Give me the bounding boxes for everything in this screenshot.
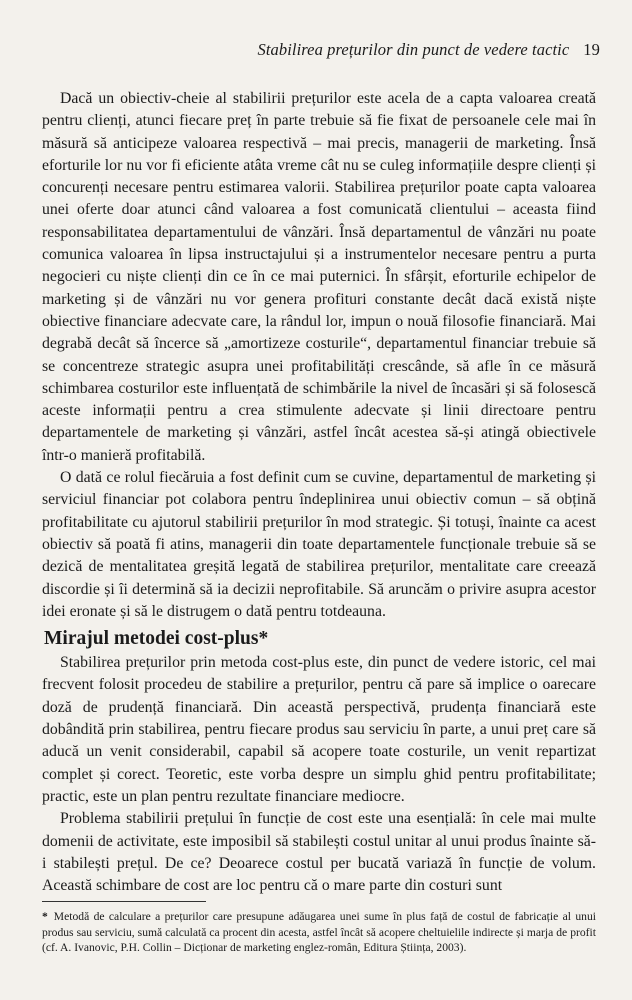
paragraph: Stabilirea prețurilor prin metoda cost-plus este, din punct de vedere istoric, cel mai frecvent folosit procedeu de stabilire a prețurilor, pentru că pare să implice o oarecare doză de prudență financiară. Din această perspectivă, prudența financiară este dobândită prin stabilirea, pentru fiecare produs sau serviciu în parte, a unui preț care să aducă un venit considerabil, capabil să acopere toate costurile, un venit repartizat complet și corect. Teoretic, este vorba despre un simplu ghid pentru profitabilitate; practic, este un plan pentru rezultate financiare mediocre. — [42, 654, 596, 805]
paragraph: Dacă un obiectiv-cheie al stabilirii prețurilor este acela de a capta valoarea creată pentru clienți, atunci fiecare preț în parte trebuie să fie fixat de persoanele cele mai în măsură să anticipeze valoarea respectivă – mai precis, managerii de marketing. Însă eforturile lor nu vor fi eficiente atâta vreme cât nu se culeg informațiile despre clienți și concurenți necesare pentru estimarea valorii. Stabilirea prețurilor poate capta valoarea unei oferte doar atunci când valoarea a fost comunicată clientului – aceasta fiind responsabilitatea departamentului de vânzări. Însă departamentul de vânzări nu poate comunica valoarea în lipsa instructajului și a instrumentelor necesare pentru a purta negocieri cu niște clienți din ce în ce mai puternici. În sfârșit, eforturile echipelor de marketing și de vânzări nu vor genera profituri constante decât dacă există niște obiective financiare adecvate care, la rândul lor, impun o nouă filosofie financiară. Mai degrabă decât să încerce să „amortizeze costurile“, departamentul financiar trebuie să se concentreze strategic asupra unei profitabilități crescânde, să afle în ce măsură schimbarea costurilor este influențată de schimbările la nivel de încasări și să folosescă aceste informații pentru a crea stimulente adecvate și linii directoare pentru departamentele de marketing și vânzări, astfel încât acestea să-și atingă obiectivele într-o manieră profitabilă. — [42, 90, 596, 464]
section-heading: Mirajul metodei cost-plus* — [44, 628, 269, 650]
running-title: Stabilirea prețurilor din punct de vedere tactic — [257, 40, 570, 59]
paragraph: Problema stabilirii prețului în funcție de cost este una esențială: în cele mai multe domenii de activitate, este imposibil să stabilești costul unitar al unui produs înainte să-i stabilești prețul. De ce? Deoarece costul per bucată variază în funcție de volum. Această schimbare de cost are loc pentru că o mare parte din costuri sunt — [42, 810, 596, 895]
footnote-marker: * — [42, 910, 48, 923]
footnote-rule — [42, 901, 206, 902]
footnote — [42, 909, 596, 956]
page-number: 19 — [583, 40, 600, 59]
running-header — [257, 40, 600, 60]
paragraph: O dată ce rolul fiecăruia a fost definit cum se cuvine, departamentul de marketing și serviciul financiar pot colabora pentru îndeplinirea unui obiectiv comun – să obțină profitabilitate cu ajutorul stabilirii prețurilor în mod strategic. Și totuși, înainte ca acest obiectiv să poată fi atins, managerii din toate departamentele funcționale trebuie să se dezică de mentalitatea greșită legată de stabilirea prețurilor, mentalitate care creează discordie și îi determină să ia decizii neprofitabile. Să aruncăm o privire asupra acestor idei eronate și să le distrugem o dată pentru totdeauna. — [42, 469, 596, 620]
body-text — [42, 88, 596, 897]
footnote-text: Metodă de calculare a prețurilor care presupune adăugarea unei sume în plus față de costul de fabricație al unui produs sau serviciu, sumă calculată ca procent din acesta, astfel încât să acopere cheltuielile indirecte și marja de profit (cf. A. Ivanovic, P.H. Collin – Dicționar de marketing englez-român, Editura Știința, 2003). — [42, 910, 596, 955]
